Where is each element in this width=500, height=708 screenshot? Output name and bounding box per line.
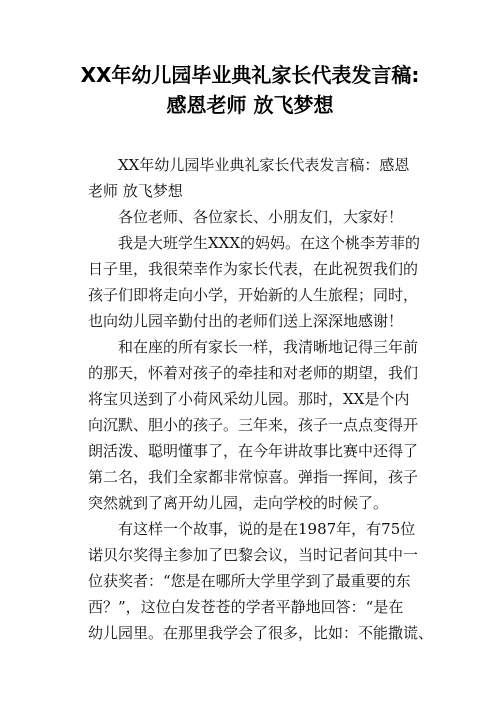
body-text-line: 诺贝尔奖得主参加了巴黎会议，当时记者问其中一 — [88, 546, 419, 564]
body-text-line: 有这样一个故事，说的是在1987年，有75位 — [118, 520, 416, 538]
body-text-line: 和在座的所有家长一样，我清晰地记得三年前 — [118, 338, 419, 356]
body-text-line: 朗活泼、聪明懂事了，在今年讲故事比赛中还得了 — [88, 442, 419, 460]
body-text-line: 西？”，这位白发苍苍的学者平静地回答：“是在 — [88, 598, 404, 616]
body-text-line: 我是大班学生XXX的妈妈。在这个桃李芳菲的 — [118, 234, 421, 252]
body-text-line: 孩子们即将走向小学，开始新的人生旅程；同时， — [88, 286, 419, 304]
body-text-line: 突然就到了离开幼儿园，走向学校的时候了。 — [88, 494, 389, 512]
body-text-line: 幼儿园里。在那里我学会了很多，比如：不能撒谎、 — [88, 624, 434, 642]
document-title-line-1: XX年幼儿园毕业典礼家长代表发言稿: — [80, 63, 420, 87]
document-title-line-2: 感恩老师 放飞梦想 — [166, 93, 334, 117]
body-text-line: 向沉默、胆小的孩子。三年来，孩子一点点变得开 — [88, 416, 419, 434]
body-text-line: 第二名，我们全家都非常惊喜。弹指一挥间，孩子 — [88, 468, 419, 486]
body-text-line: 老师 放飞梦想 — [88, 182, 183, 200]
body-text-line: 日子里，我很荣幸作为家长代表，在此祝贺我们的 — [88, 260, 419, 278]
body-text-line: 将宝贝送到了小荷风采幼儿园。那时，XX是个内 — [88, 390, 410, 408]
body-text-line: 的那天，怀着对孩子的牵挂和对老师的期望，我们 — [88, 364, 419, 382]
body-text-line: XX年幼儿园毕业典礼家长代表发言稿：感恩 — [118, 156, 410, 174]
body-text-line: 各位老师、各位家长、小朋友们，大家好！ — [118, 208, 404, 226]
body-text-line: 位获奖者：“您是在哪所大学里学到了最重要的东 — [88, 572, 411, 590]
body-text-line: 也向幼儿园辛勤付出的老师们送上深深地感谢！ — [88, 312, 404, 330]
